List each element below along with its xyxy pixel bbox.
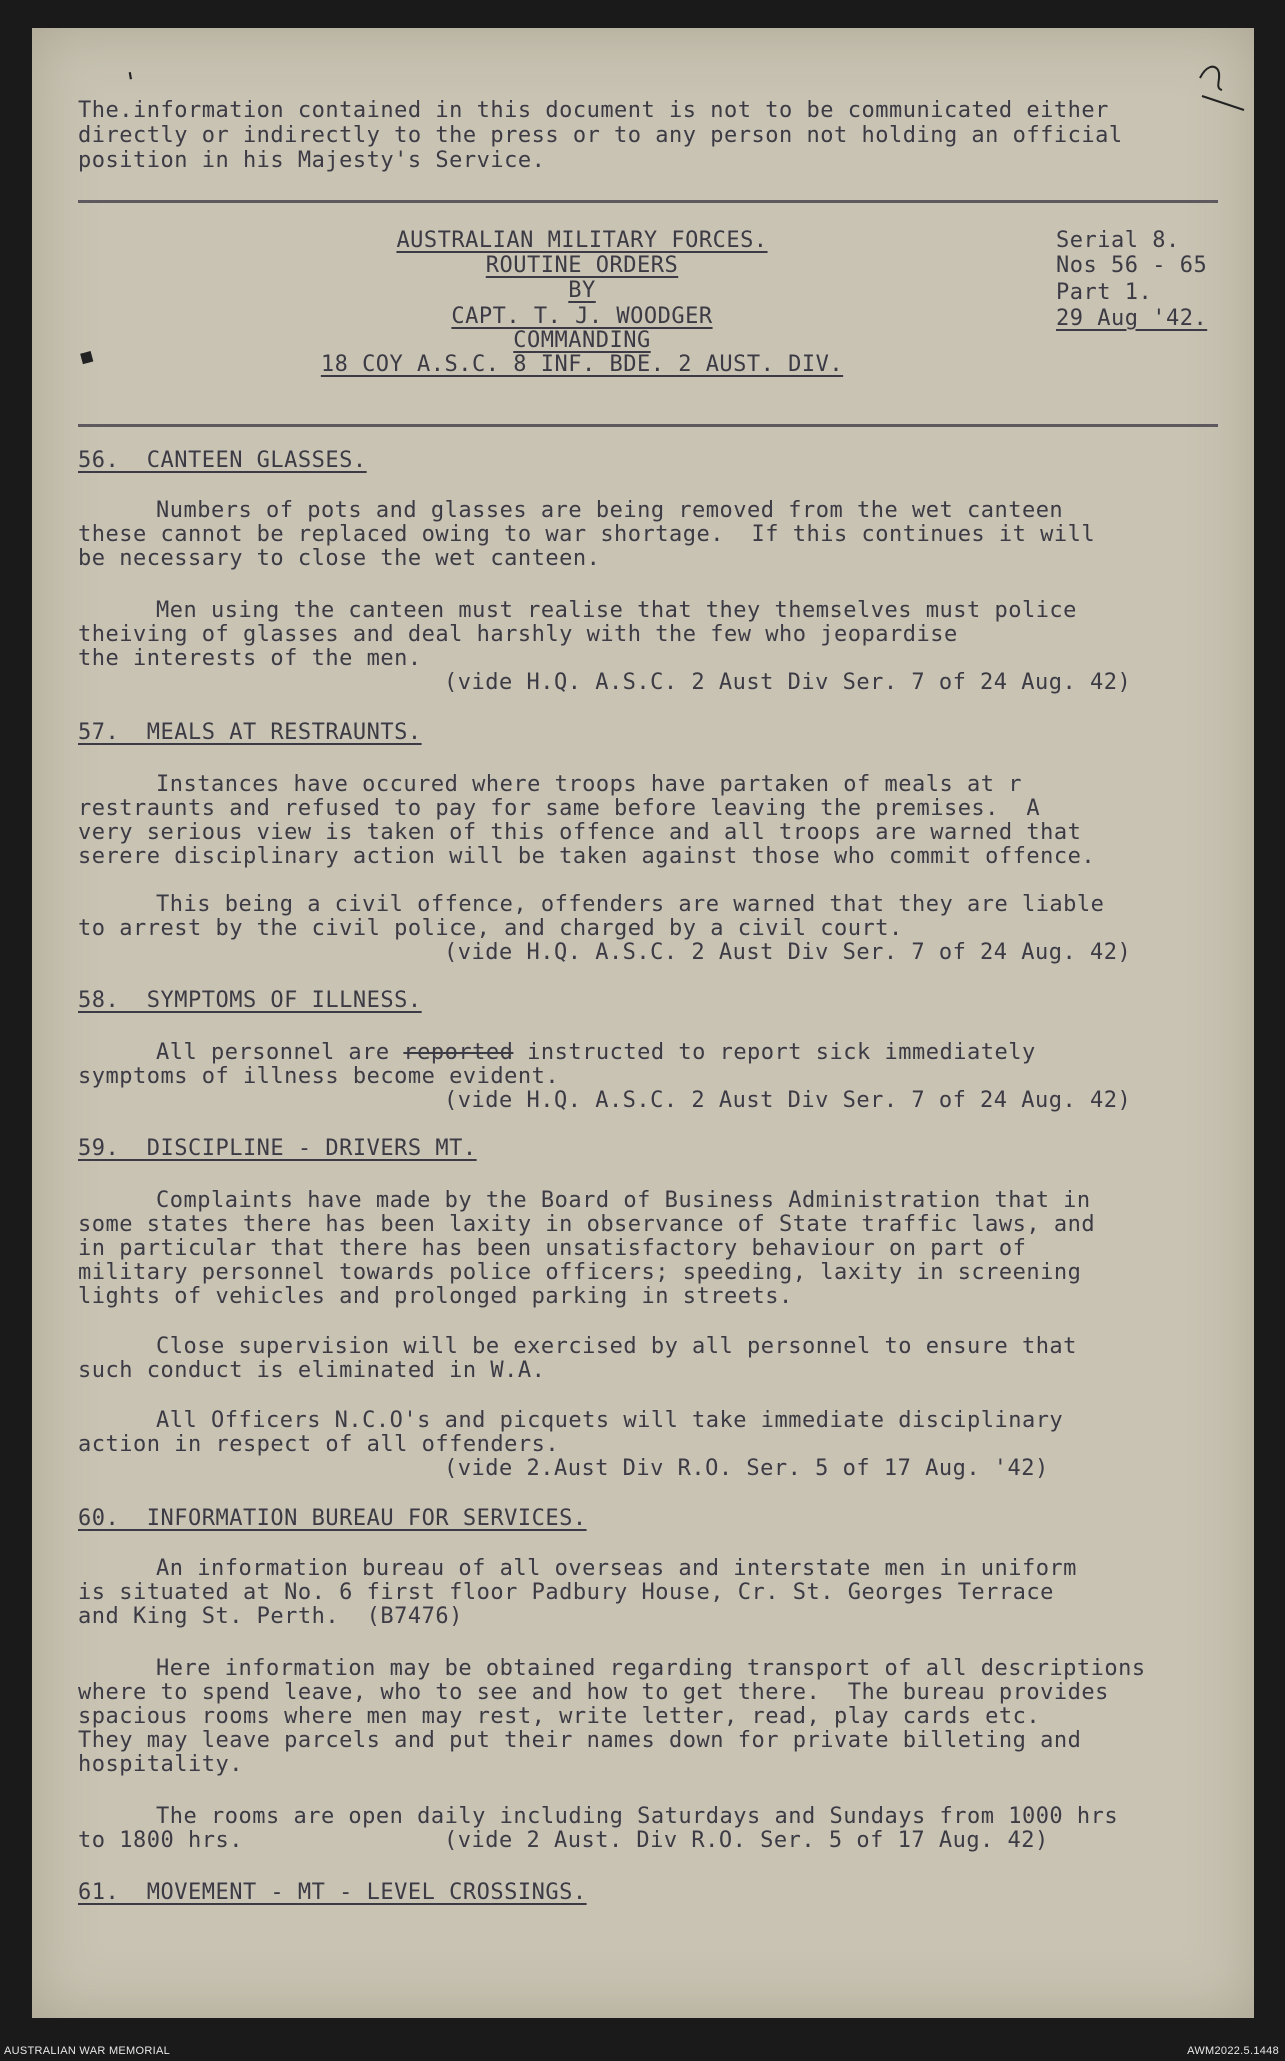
section-56-heading: 56. CANTEEN GLASSES. <box>78 448 367 473</box>
order-numbers: Nos 56 - 65 <box>1056 253 1208 278</box>
section-59-text: such conduct is eliminated in W.A. <box>78 1358 546 1383</box>
section-58-text-part: instructed to report sick immediately <box>513 1040 1036 1065</box>
order-date: 29 Aug '42. <box>1056 306 1208 331</box>
section-58-text-part: All personnel are <box>156 1040 404 1065</box>
section-57-text: restraunts and refused to pay for same before leaving the premises. A <box>78 796 1041 821</box>
notice-line-1: The.information contained in this document is not to be communicated either <box>78 98 1109 123</box>
section-59-text: some states there has been laxity in observance of State traffic laws, and <box>78 1212 1096 1237</box>
section-58-reference: (vide H.Q. A.S.C. 2 Aust Div Ser. 7 of 24 Aug. 42) <box>444 1088 1132 1113</box>
section-57-text: This being a civil offence, offenders are warned that they are liable <box>156 892 1105 917</box>
section-56-reference: (vide H.Q. A.S.C. 2 Aust Div Ser. 7 of 24 Aug. 42) <box>444 670 1132 695</box>
section-59-text: All Officers N.C.O's and picquets will take immediate disciplinary <box>156 1408 1064 1433</box>
header-officer: CAPT. T. J. WOODGER <box>451 304 713 329</box>
handwritten-mark-top-left: ' <box>125 67 138 99</box>
section-59-text: Complaints have made by the Board of Business Administration that in <box>156 1188 1091 1213</box>
section-56-text: Men using the canteen must realise that they themselves must police <box>156 598 1077 623</box>
section-56-text: the interests of the men. <box>78 646 422 671</box>
section-57-heading: 57. MEALS AT RESTRAUNTS. <box>78 720 422 745</box>
section-60-text: The rooms are open daily including Saturdays and Sundays from 1000 hrs <box>156 1804 1119 1829</box>
section-59-text: military personnel towards police officers; speeding, laxity in screening <box>78 1260 1082 1285</box>
section-60-reference: (vide 2 Aust. Div R.O. Ser. 5 of 17 Aug. 42) <box>444 1828 1049 1853</box>
section-57-text: Instances have occured where troops have partaken of meals at r <box>156 772 1022 797</box>
header-subtitle: ROUTINE ORDERS <box>485 253 679 278</box>
section-56-text: Numbers of pots and glasses are being removed from the wet canteen <box>156 498 1064 523</box>
section-60-text: Here information may be obtained regarding transport of all descriptions <box>156 1656 1146 1681</box>
ink-mark-left: ◆ <box>75 341 101 371</box>
footer-source: AUSTRALIAN WAR MEMORIAL <box>4 2045 171 2057</box>
section-59-reference: (vide 2.Aust Div R.O. Ser. 5 of 17 Aug. '42) <box>444 1456 1049 1481</box>
notice-line-3: position in his Majesty's Service. <box>78 148 546 173</box>
header-title: AUSTRALIAN MILITARY FORCES. <box>396 228 768 253</box>
handwritten-mark-top-right <box>1192 48 1252 118</box>
section-60-text: is situated at No. 6 first floor Padbury House, Cr. St. Georges Terrace <box>78 1580 1054 1605</box>
section-60-text: spacious rooms where men may rest, write letter, read, play cards etc. <box>78 1704 1041 1729</box>
section-60-text: An information bureau of all overseas and interstate men in uniform <box>156 1556 1077 1581</box>
section-60-text: They may leave parcels and put their names down for private billeting and <box>78 1728 1082 1753</box>
header-by: BY <box>568 278 596 303</box>
section-59-text: in particular that there has been unsatisfactory behaviour on part of <box>78 1236 1027 1261</box>
footer-accession-number: AWM2022.5.1448 <box>1187 2045 1279 2057</box>
part-number: Part 1. <box>1056 280 1153 305</box>
section-59-text: action in respect of all offenders. <box>78 1432 560 1457</box>
notice-line-2: directly or indirectly to the press or to any person not holding an official <box>78 123 1123 148</box>
section-60-text: hospitality. <box>78 1752 243 1777</box>
section-57-text: serere disciplinary action will be taken against those who commit offence. <box>78 844 1096 869</box>
section-57-text: very serious view is taken of this offence and all troops are warned that <box>78 820 1082 845</box>
serial-number: Serial 8. <box>1056 228 1180 253</box>
section-59-text: lights of vehicles and prolonged parking in streets. <box>78 1284 793 1309</box>
header-unit: 18 COY A.S.C. 8 INF. BDE. 2 AUST. DIV. <box>320 352 844 377</box>
section-60-text: where to spend leave, who to see and how to get there. The bureau provides <box>78 1680 1109 1705</box>
section-60-text: to 1800 hrs. <box>78 1828 243 1853</box>
section-61-heading: 61. MOVEMENT - MT - LEVEL CROSSINGS. <box>78 1880 587 1905</box>
section-58-heading: 58. SYMPTOMS OF ILLNESS. <box>78 988 422 1013</box>
section-60-heading: 60. INFORMATION BUREAU FOR SERVICES. <box>78 1506 587 1531</box>
section-58-text <box>156 1040 1036 1065</box>
section-57-reference: (vide H.Q. A.S.C. 2 Aust Div Ser. 7 of 24 Aug. 42) <box>444 940 1132 965</box>
divider-top <box>78 200 1218 203</box>
header-commanding: COMMANDING <box>513 328 651 353</box>
section-58-text: symptoms of illness become evident. <box>78 1064 560 1089</box>
section-60-text: and King St. Perth. (B7476) <box>78 1604 463 1629</box>
section-56-text: theiving of glasses and deal harshly with the few who jeopardise <box>78 622 958 647</box>
document-page <box>32 28 1254 2018</box>
section-56-text: these cannot be replaced owing to war shortage. If this continues it will <box>78 522 1096 547</box>
divider-header <box>78 424 1218 427</box>
struck-word: reported <box>403 1040 514 1065</box>
section-59-text: Close supervision will be exercised by all personnel to ensure that <box>156 1334 1077 1359</box>
section-56-text: be necessary to close the wet canteen. <box>78 546 601 571</box>
section-57-text: to arrest by the civil police, and charged by a civil court. <box>78 916 903 941</box>
section-59-heading: 59. DISCIPLINE - DRIVERS MT. <box>78 1136 477 1161</box>
